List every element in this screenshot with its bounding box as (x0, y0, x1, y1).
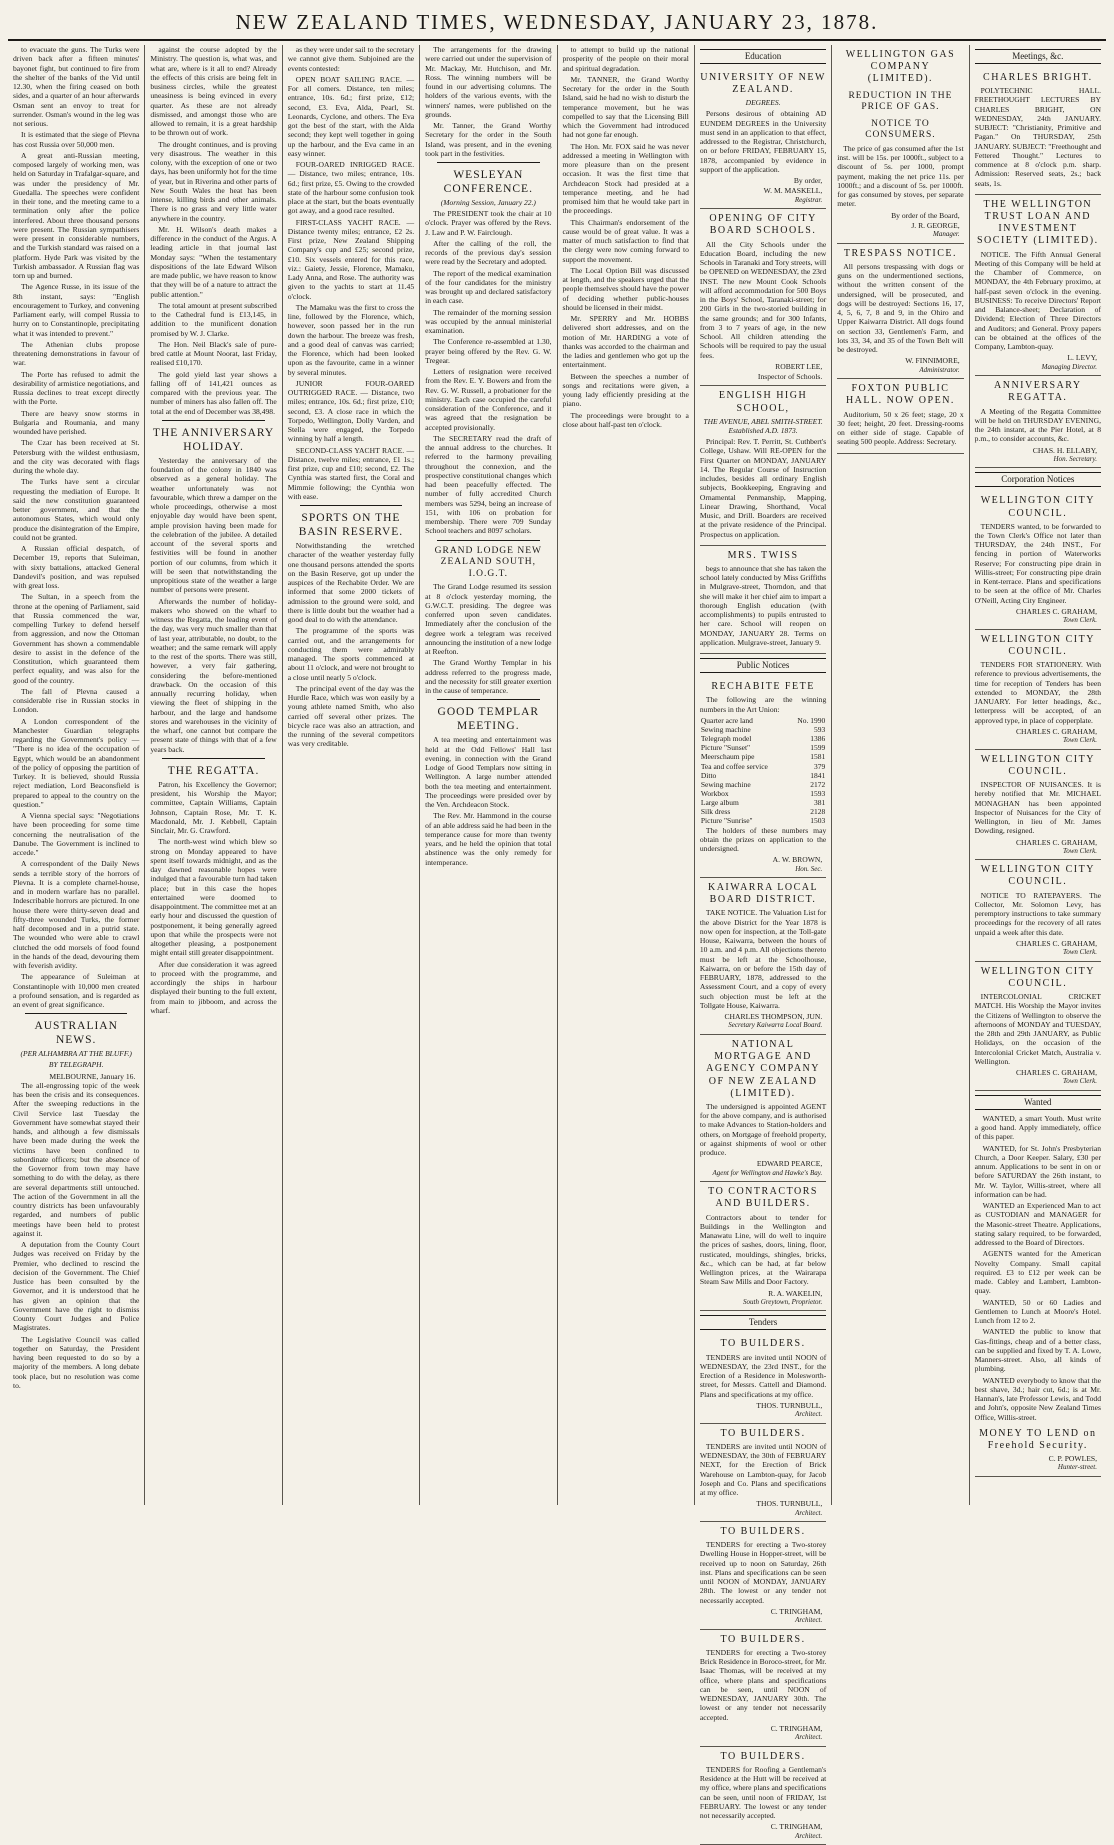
article-paragraph: The Porte has refused to admit the desirability of armistice negotiations, and Russia declines to treat except directly with the Porte. (13, 369, 140, 407)
advertisement (700, 1424, 826, 1522)
ad-signature-name: W. M. MASKELL, (763, 186, 823, 196)
prize-name: Telegraph model (700, 734, 752, 744)
telegraph-kicker: BY TELEGRAPH. (48, 1060, 104, 1070)
anniversary-holiday-article (150, 456, 276, 754)
australian-news-heading: AUSTRALIAN NEWS. (34, 1020, 118, 1047)
columns (8, 45, 1106, 1840)
article-paragraph: to attempt to build up the national prosperity of the people on their moral and spiritual degradation. (562, 45, 689, 73)
sports-heading: SPORTS ON THE BASIN RESERVE. (298, 512, 404, 539)
prize-name: Silk dress (700, 807, 731, 817)
good-templar-article (425, 735, 551, 867)
wanted-ad: WANTED, 50 or 60 Ladies and Gentlemen to Lunch at Moore's Hotel. Lunch from 12 to 2. (974, 1297, 1101, 1326)
prize-name: Ditto (700, 770, 717, 780)
kaiwarra-body: TAKE NOTICE. The Valuation List for the above District for the Year 1878 is now open for inspection, at the Toll-gate House, Kaiwarra, between the hours of 10 a.m. and 4 p.m. All objections thereto must be left at the Schoolhouse, Kaiwarra, on or before the 15th day of FEBRUARY, 1878, addressed to the Assessment Court, and a copy of every such objection must be left at the Tollgate House, Kaiwarra. (699, 908, 827, 1010)
council-notice-body: TENDERS FOR STATIONERY. With reference to previous advertisements, the time for reception of Tenders has been extended to MONDAY, the 28th JANUARY. For letter headings, &c., letterpress will be accepted, of an approved type, in place of copperplate. (974, 660, 1101, 725)
column-7 (832, 45, 969, 1505)
wanted-ad: WANTED the public to know that Gas-fittings, cheap and of a better class, can be supplied and fixed by T. A. Lowe, Manners-street. Also, all kinds of plumbing. (974, 1327, 1101, 1374)
prize-row (700, 807, 826, 816)
tender-signature-title: Architect. (795, 1733, 823, 1742)
trust-society-signature: L. LEVY, (1067, 353, 1097, 363)
article-paragraph: The SECRETARY read the draft of the annual address to the churches. It referred to the harmony prevailing throughout the connexion, and the prospective constitutional changes which had been peacefully effected. The number of fully accredited Church members was 5294, being an increase of 151, with 106 on probation for membership. There were 709 Sunday School teachers and 8097 scholars. (425, 433, 552, 536)
trespass-title: TRESPASS NOTICE. (843, 247, 957, 259)
article-paragraph: The principal event of the day was the Hurdle Race, which was won easily by a young athlete named Smith, who also carried off several other prizes. The bicycle race was also an attraction, and the running of the several competitors was very creditable. (287, 683, 415, 749)
council-notice-signature: CHARLES C. GRAHAM, (1015, 726, 1097, 736)
article-paragraph: The report of the medical examination of the four candidates for the ministry was brought up and declared satisfactory in each case. (425, 268, 552, 306)
contractors-title: TO CONTRACTORS AND BUILDERS. (708, 1186, 818, 1210)
article-paragraph: Letters of resignation were received from the Rev. E. Y. Bowers and from the Rev. G. W. Russell, a probationer for the ministry. Each case occupied the careful consideration of the Conference, and it was agreed that the resignation be accepted provisionally. (425, 367, 552, 432)
tender-title: TO BUILDERS. (720, 1427, 806, 1439)
prize-number: 381 (814, 798, 826, 808)
article-paragraph: Yesterday the anniversary of the foundation of the colony in 1840 was observed as a general holiday. The weather unfortunately was not favourable, which threw a damper on the whole proceedings, otherwise a most enjoyable day would have been spent, ample provision having been made for the celebration of the jubilee. A detailed account of the several sports and festivities will be found in another portion of our columns, from which it will be seen that notwithstanding the unpropitious state of the weather a large number of persons were present. (150, 455, 277, 595)
article-paragraph: OPEN BOAT SAILING RACE. — For all comers. Distance, ten miles; entrance, 10s. 6d.; first prize, £12; second, £3. Eva, Alda, Pearl, St. Leonards, Cyclone, and others. The Eva got the best of the start, with the Alda second; they kept well together in going up the harbour, and the Eva came in an easy winner. (287, 74, 415, 158)
article-paragraph: Patron, his Excellency the Governor; president, his Worship the Mayor; committee, Captain Williams, Captain Johnson, Captain Rose, Mr. T. K. Macdonald, Mr. J. Kebbell, Captain Sinclair, Mr. G. Crawford. (150, 779, 277, 836)
prize-name: Sewing machine (700, 725, 751, 735)
article-paragraph: Mr. SPERRY and Mr. HOBBS delivered short addresses, and on the motion of Mr. HARDING a vote of thanks was accorded to the chairman and the ladies and gentlemen who got up the entertainment. (562, 314, 689, 370)
advertisement (975, 630, 1101, 750)
advertisement (700, 209, 826, 386)
trespass-signature-title: Administrator. (919, 365, 960, 374)
article-paragraph: Notwithstanding the wretched character of the weather yesterday fully one thousand persons attended the sports on the Basin Reserve, got up under the auspices of the Rechabite Order. We are informed that some 2000 tickets of admission to the ground were sold, and there is little doubt but the weather had a good deal to do with the attendance. (287, 541, 415, 625)
tender-title: TO BUILDERS. (720, 1633, 806, 1645)
trust-society-body: NOTICE. The Fifth Annual General Meeting of this Company will be held at the Chamber of Commerce, on MONDAY, the 4th February proximo, at half-past seven o'clock in the evening. BUSINESS: To receive Directors' Report and Balance-sheet; Declaration of Dividend; Election of Three Directors and Auditors; and General. Proxy papers can be obtained at the offices of the Company, Lambton-quay. (974, 249, 1101, 352)
article-paragraph: A great anti-Russian meeting, composed largely of working men, was held on Saturday in Trafalgar-square, and was under the presidency of Mr. Guedalla. The speeches were confident in their tone, and the meeting came to a termination only after the police interfered. About three thousand persons were present. The Russian sympathisers were present in considerable numbers, and the Turkish standard was raised on a platform. Hyde Park was visited by the Turkish ambassador. A Russian flag was torn up and burned. (13, 150, 140, 280)
wanted-ads (975, 1114, 1101, 1422)
trust-society-signature-title: Managing Director. (1041, 362, 1097, 371)
gas-company-ad (837, 45, 963, 244)
prize-number: 379 (814, 761, 826, 771)
anniversary-regatta-title: ANNIVERSARY REGATTA. (994, 380, 1082, 404)
tender-signature-title: Architect. (795, 1410, 823, 1419)
council-notice-signature-title: Town Clerk. (1063, 736, 1097, 745)
dateline: MELBOURNE, January 16. (49, 1071, 136, 1081)
prize-row (700, 752, 826, 761)
article-paragraph: The Hon. Mr. FOX said he was never addressed a meeting in Wellington with more pleasure than on the present occasion. It was the first time that Archdeacon Stock had presided at a temperance meeting, and he had promised him that he would take part in the proceedings. (562, 141, 689, 216)
council-notice-title: WELLINGTON CITY COUNCIL. (980, 965, 1095, 989)
newspaper-page (8, 8, 1106, 1840)
prize-number: 593 (814, 725, 826, 735)
prize-row (700, 762, 826, 771)
article-paragraph: The Legislative Council was called together on Saturday, the President having been requested to do so by a majority of the members. A long debate took place, but no resolution was come to. (13, 1334, 140, 1390)
mortgage-agency-signature-title: Agent for Wellington and Hawke's Bay. (712, 1168, 823, 1177)
prize-row (700, 771, 826, 780)
prize-row (700, 789, 826, 798)
council-notice-signature: CHARLES C. GRAHAM, (1015, 938, 1097, 948)
regatta-article (150, 780, 276, 1015)
mortgage-agency-body: The undersigned is appointed AGENT for the above company, and is authorised to make Advances to Station-holders and others, on Mortgage of freehold property, or against shipments of wool or other produce. (699, 1101, 827, 1158)
australian-news-article (13, 1081, 139, 1390)
trust-society-ad (975, 195, 1101, 376)
article-paragraph: The arrangements for the drawing were carried out under the supervision of Mr. Mackay, Mr. Hutchison, and Mr. Ross. The winning numbers will be found in our advertising columns. The holders of the various events, with the winners' names, were published on the grounds. (425, 45, 552, 119)
article-paragraph: The Athenian clubs propose threatening demonstrations in favour of war. (13, 339, 140, 368)
trespass-body: All persons trespassing with dogs or guns on the undermentioned sections, without the written consent of the undersigned, will be prosecuted, and dogs will be destroyed: Sections 16, 17, 4, 5, 6, 7, 8 and 9, in the Ohiro and Upper Kaiwarra District. All dogs found on section 33, Gentlemen's Farm, and lots 33, 34, and 35 of the Town Belt will be destroyed. (837, 261, 964, 355)
education-section-header: Education (700, 49, 826, 64)
prize-row (700, 798, 826, 807)
article-paragraph: The drought continues, and is proving very disastrous. The weather in this colony, with the exception of one or two days, has been uniformly hot for the time of year, but in Riverina and other parts of New South Wales the heat has been intense, killing birds and other animals. There is no grass and very little water anywhere in the country. (150, 139, 277, 223)
prize-name: Picture "Sunrise" (700, 816, 753, 826)
column-2 (145, 45, 282, 1505)
wesleyan-conference-article (425, 209, 551, 536)
article-paragraph: After the calling of the roll, the records of the previous day's session were read by the Secretary and adopted. (425, 238, 552, 267)
rechabite-fete-note: The holders of these numbers may obtain the prizes on application to the undersigned. (699, 825, 827, 854)
column-3 (283, 45, 420, 1505)
tender-signature-title: Architect. (795, 1616, 823, 1625)
anniversary-regatta-signature-title: Hon. Secretary. (1053, 454, 1097, 463)
prize-row (700, 743, 826, 752)
article-paragraph: against the course adopted by the Ministry. The question is, what was, and what are, where is it all to end? Already the effects of this crisis are being felt in business circles, while the greatest uneasiness is being evinced in every quarter. As these are not already dismissed, and amongst those who are allowed to remain, it is a great hardship to be thrown out of work. (150, 45, 277, 138)
tender-signature: THOS. TURNBULL, (756, 1499, 823, 1509)
tenders-list (700, 1334, 826, 1845)
contractors-ad (700, 1182, 826, 1311)
wanted-ad: AGENTS wanted for the American Novelty Company. Small capital required. £3 to £12 per week can be made. Cabley and Lambert, Lambton-quay. (974, 1249, 1101, 1296)
article-paragraph: The Sultan, in a speech from the throne at the opening of Parliament, said that Russia commenced the war, compelling Turkey to defend herself from aggression, and now the Ottoman Government has shown a commendable desire to assist in the defence of the Constitution, which guaranteed them perfect equality, and was also for the good of the country. (13, 592, 140, 685)
kaiwarra-signature-title: Secretary Kaiwarra Local Board. (728, 1021, 823, 1030)
ad-title: UNIVERSITY OF NEW ZEALAND. (700, 71, 826, 96)
article-paragraph: The gold yield last year shows a falling off of 141,421 ounces as compared with the previous year. The number of miners has also fallen off. The total at the end of December was 38,498. (150, 369, 277, 416)
sports-article (288, 541, 414, 749)
prize-row (700, 780, 826, 789)
article-paragraph: The proceedings were brought to a close about half-past ten o'clock. (562, 410, 689, 429)
council-notice-body: INTERCOLONIAL CRICKET MATCH. His Worship the Mayor invites the Citizens of Wellington to observe the afternoons of MONDAY and TUESDAY, the 28th and 29th JANUARY, as Public Holidays, on the occasion of the Intercolonial Cricket Match, Australia v. Wellington. (974, 992, 1101, 1066)
tender-signature: THOS. TURNBULL, (756, 1400, 823, 1410)
trespass-ad (837, 244, 963, 379)
anniversary-holiday-heading: THE ANNIVERSARY HOLIDAY. (152, 426, 275, 453)
grand-lodge-heading: GRAND LODGE NEW ZEALAND SOUTH, I.O.G.T. (434, 545, 542, 579)
prize-name: Quarter acre land (700, 715, 753, 725)
council-notice-signature-title: Town Clerk. (1063, 1077, 1097, 1086)
foxton-hall-body: Auditorium, 50 x 26 feet; stage, 20 x 30 feet; height, 20 feet. Dressing-rooms on either side of stage. Capable of seating 500 people. Address: Secretary. (837, 409, 964, 447)
article-paragraph: as they were under sail to the secretary we cannot give them. Subjoined are the events contested: (287, 45, 415, 73)
article-paragraph: A London correspondent of the Manchester Guardian telegraphs regarding the Government's policy — "There is no idea of the occupation of Egypt, which would be an abandonment of the policy of opposing the partition of Turkey. It is believed, should Russia reject mediation, Lord Beaconsfield is prepared to appeal to the country on the question." (13, 716, 140, 809)
masthead: NEW ZEALAND TIMES, WEDNESDAY, JANUARY 23, 1878. (8, 8, 1106, 41)
ad-body: All the City Schools under the Education Board, including the new Schools in Taranaki and Tory streets, will be OPENED on WEDNESDAY, the 23rd INST. The new Mount Cook Schools will afford accommodation for 500 Boys in the Boys' School, Taranaki-street; for 200 Girls in the two-storied building in the same grounds; and for 300 Infants, from 3 to 7 years of age, in the new School. All children attending the Schools will be required to pay the usual fees. (699, 239, 827, 360)
tender-signature-title: Architect. (795, 1508, 823, 1517)
war-news-article (13, 45, 139, 1009)
ad-body: Principal: Rev. T. Perritt, St. Cuthbert's College, Ushaw. Will RE-OPEN for the First Quarter on MONDAY, JANUARY 14. The Regular Course of Instruction includes, besides all ordinary English subjects, Bookkeeping, Engraving and Ornamental Penmanship, Mapping, Linear Drawing, Shorthand, Vocal Music, and Drill. Boarders are received at the private residence of the Principal. Prospectus on application. (699, 437, 827, 539)
council-notices (975, 491, 1101, 1091)
council-notice-title: WELLINGTON CITY COUNCIL. (980, 753, 1095, 777)
advertisement (700, 68, 826, 209)
money-to-lend-title: MONEY TO LEND on Freehold Security. (979, 1427, 1097, 1451)
article-paragraph: The fall of Plevna caused a considerable rise in Russian stocks in London. (13, 686, 140, 715)
article-paragraph: The north-west wind which blew so strong on Monday appeared to have spent itself towards midnight, and as the day dawned reasonable hopes were indulged that a favourable turn had taken place; but in this case the hopes entertained were doomed to disappointment. The committee met at an early hour and discussed the question of postponement, it being generally agreed upon that while the prospects were not altogether pleasing, a postponement might entail still greater disappointment. (150, 837, 277, 958)
good-templar-heading: GOOD TEMPLAR MEETING. (437, 706, 540, 733)
foxton-hall-ad (837, 379, 963, 453)
article-paragraph: The remainder of the morning session was occupied by the annual ministerial examination. (425, 307, 552, 336)
article-paragraph: JUNIOR FOUR-OARED OUTRIGGED RACE. — Distance, two miles; entrance, 10s. 6d.; first prize, £10; second, £3. A close race in which the Torpedo, Wellington, Dolly Varden, and Stella were engaged, the Torpedo winning by half a length. (287, 378, 415, 444)
council-notice-title: WELLINGTON CITY COUNCIL. (980, 633, 1095, 657)
prize-name: Meerschaum pipe (700, 752, 755, 762)
article-paragraph: The Czar has been received at St. Petersburg with the wildest enthusiasm, and the city was decorated with flags during the whole day. (13, 438, 140, 475)
advertisement (700, 1747, 826, 1845)
advertisement (975, 860, 1101, 961)
ad-signature: By order, (793, 176, 823, 186)
prize-name: Tea and coffee service (700, 761, 768, 771)
ad-title: ENGLISH HIGH SCHOOL, (718, 390, 808, 414)
article-paragraph: After due consideration it was agreed to proceed with the programme, and accordingly the ships in harbour displayed their bunting to the full extent, from main to jibboom, and across the wharf. (150, 959, 277, 1015)
article-paragraph: Mr. TANNER, the Grand Worthy Secretary for the order in the South Island, said he had no wish to disturb the temperance movement, but he was compelled to say that the Licensing Bill which the Government had introduced had not gone far enough. (562, 74, 689, 140)
ad-title: OPENING OF CITY BOARD SCHOOLS. (709, 213, 817, 237)
advertisement (700, 1334, 826, 1423)
council-notice-title: WELLINGTON CITY COUNCIL. (980, 864, 1095, 888)
gas-signature: By order of the Board, (891, 210, 960, 220)
advertisement (975, 750, 1101, 861)
article-paragraph: A tea meeting and entertainment was held at the Odd Fellows' Hall last evening, in connection with the Grand Lodge of Good Templars now sitting in Wellington. A large number attended both the tea meeting and entertainment. The proceedings were presided over by the Ven. Archdeacon Stock. (425, 735, 552, 810)
gas-signature-name: J. R. GEORGE, (911, 220, 960, 230)
wesleyan-conference-heading: WESLEYAN CONFERENCE. (443, 169, 533, 196)
article-paragraph: The Mamaku was the first to cross the line, followed by the Florence, which, however, soon passed her in the run down the harbour. The breeze was fresh, and a good deal of canvas was carried; the Florence, which had been looked upon as the favourite, came in a winner by several minutes. (287, 302, 415, 377)
tender-signature: C. TRINGHAM, (770, 1822, 823, 1832)
tenders-section-header: Tenders (700, 1315, 826, 1330)
article-paragraph: A Vienna special says: "Negotiations have been proceeding for some time concerning the neutralisation of the Danube. The Government is inclined to accede." (13, 811, 140, 857)
rechabite-fete-intro: The following are the winning numbers in the Art Union: (699, 695, 827, 714)
article-paragraph: The Grand Lodge resumed its session at 8 o'clock yesterday morning, the G.W.C.T. presiding. The degree was conferred upon seven candidates. Immediately after the conclusion of the degree work a telegram was received announcing the institution of a new lodge at Reefton. (425, 582, 552, 657)
prize-name: Sewing machine (700, 779, 751, 789)
article-paragraph: This Chairman's endorsement of the cause would be of great value. It was a matter of much satisfaction to find that the clergy were now coming forward to support the movement. (562, 217, 689, 264)
article-paragraph: Between the speeches a number of songs and recitations were given, a young lady efficiently presiding at the piano. (562, 371, 689, 409)
tender-title: TO BUILDERS. (720, 1526, 806, 1538)
article-paragraph: There are heavy snow storms in Bulgaria and Roumania, and many wounded have perished. (13, 408, 140, 436)
article-paragraph: to evacuate the guns. The Turks were driven back after a fifteen minutes' bayonet fight, but continued to fire from the shelter of the banks of the Vid until 12.30, when the firing ceased on both sides, and a quarter of an hour afterwards Osman sent an envoy to treat for surrender. Osman's wound in the leg was not serious. (13, 45, 140, 128)
ad-subtitle: DEGREES. (745, 98, 781, 108)
prize-number: 1841 (810, 770, 826, 780)
tender-signature: C. TRINGHAM, (770, 1606, 823, 1616)
council-notice-signature-title: Town Clerk. (1063, 846, 1097, 855)
prize-number: 1593 (810, 789, 826, 799)
rechabite-fete-ad (700, 677, 826, 878)
prize-table (700, 716, 826, 826)
council-notice-signature: CHARLES C. GRAHAM, (1015, 1068, 1097, 1078)
regatta-heading: THE REGATTA. (167, 764, 260, 777)
anniversary-regatta-ad (975, 376, 1101, 468)
article-paragraph: The Hon. Neil Black's sale of pure-bred cattle at Mount Noorat, last Friday, realised £10,170. (150, 339, 277, 368)
public-notices-section-header: Public Notices (700, 658, 826, 673)
column-1 (8, 45, 145, 1505)
education-ads (700, 68, 826, 654)
column-6 (695, 45, 832, 1840)
mortgage-agency-title: NATIONAL MORTGAGE AND AGENCY COMPANY OF NEW ZEALAND (LIMITED). (706, 1039, 820, 1099)
trespass-signature: W. FINNIMORE, (905, 356, 960, 366)
kaiwarra-ad (700, 878, 826, 1035)
prize-number: No. 1990 (797, 715, 826, 725)
prize-row (700, 716, 826, 725)
anniversary-regatta-signature: CHAS. H. ELLABY, (1032, 445, 1097, 455)
wesleyan-conference-subheading: (Morning Session, January 22.) (440, 198, 536, 208)
money-to-lend-ad (975, 1424, 1101, 1477)
money-to-lend-signature: C. P. POWLES, (1048, 1454, 1097, 1464)
regatta-events-article (288, 45, 414, 501)
drawing-article (425, 45, 551, 158)
charles-bright-title: CHARLES BRIGHT. (983, 71, 1093, 83)
prize-row (700, 725, 826, 734)
advertisement (700, 1522, 826, 1630)
article-paragraph: The Local Option Bill was discussed at length, and the speakers urged that the people themselves should have the power of deciding whether public-houses should be licensed in their midst. (562, 265, 689, 312)
ad-body: Persons desirous of obtaining AD EUNDEM DEGREES in the University must send in an application to that effect, addressed to the Registrar, Christchurch, on or before FRIDAY, FEBRUARY 15, 1878, accompanied by evidence in support of the application. (699, 109, 827, 174)
council-notice-body: TENDERS wanted, to be forwarded to the Town Clerk's Office not later than THURSDAY, the 24th INST., For fencing in portion of Waterworks Reserve; For constructing pipe drain in Willis-street; For constructing pipe drain in Kent-terrace. Plans and specifications to be seen at the office of Mr. Charles O'Neill, Acting City Engineer. (974, 521, 1101, 605)
wanted-ad: WANTED an Experienced Man to act as CUSTODIAN and MANAGER for the Masonic-street Theatre. Applications, stating salary required, to be forwarded, addressed to the Board of Directors. (974, 1201, 1101, 1248)
ad-body: begs to announce that she has taken the school lately conducted by Miss Griffiths in Mulgrave-street, Thorndon, and that she will make it her chief aim to impart a thorough English education (with accomplishments) to pupils entrusted to her care. School will reopen on MONDAY, JANUARY 28. Terms on application. Mulgrave-street, January 9. (699, 563, 827, 647)
corporation-notices-section-header: Corporation Notices (975, 472, 1101, 487)
kaiwarra-signature: CHARLES THOMPSON, JUN. (724, 1012, 823, 1022)
tender-signature: C. TRINGHAM, (770, 1723, 823, 1733)
column-8 (970, 45, 1106, 1505)
advertisement (975, 491, 1101, 629)
tender-body: TENDERS for erecting a Two-storey Dwelling House in Hopper-street, will be received up to noon on Saturday, 26th inst. Plans and specifications can be seen until NOON of MONDAY, JANUARY 28th. The lowest or any tender not necessarily accepted. (699, 1540, 827, 1605)
kaiwarra-title: KAIWARRA LOCAL BOARD DISTRICT. (707, 882, 819, 906)
council-notice-signature-title: Town Clerk. (1063, 616, 1097, 625)
article-paragraph: The Turks have sent a circular requesting the mediation of Europe. It said the new constitution guaranteed better government, and that the autonomous States, which would only produce the disintegration of the Empire, could not be granted. (13, 477, 140, 542)
wanted-ad: WANTED everybody to know that the best shave, 3d.; hair cut, 6d.; is at Mr. Hannan's, late Professor Lewis, and Todd and John's, opposite New Zealand Times Office, Willis-street. (974, 1375, 1101, 1422)
foxton-hall-title: FOXTON PUBLIC HALL. NOW OPEN. (845, 383, 955, 407)
prize-number: 1581 (810, 752, 826, 762)
fete-signature: A. W. BROWN, (772, 855, 823, 865)
ad-signature: ROBERT LEE, (775, 361, 823, 371)
prize-row (700, 816, 826, 825)
tender-body: TENDERS are invited until NOON of WEDNESDAY, the 23rd INST., for the Erection of a Residence in Molesworth-street, for Messrs. Cattell and Diamond. Plans and specifications at my office. (699, 1352, 827, 1399)
charles-bright-ad (975, 68, 1101, 195)
prize-name: Large album (700, 798, 739, 808)
council-notice-signature: CHARLES C. GRAHAM, (1015, 606, 1097, 616)
grand-lodge-article (425, 582, 551, 695)
money-to-lend-signature-title: Hunter-street. (1057, 1463, 1097, 1472)
prize-name: Picture "Sunset" (700, 743, 751, 753)
prize-number: 1386 (810, 734, 826, 744)
article-paragraph: A Russian official despatch, of December 19, reports that Suleiman, with sixty battalions, attacked General Dandevil's position, and was repulsed with great loss. (13, 544, 140, 590)
ad-subtitle: THE AVENUE, ABEL SMITH-STREET. Established A.D. 1873. (703, 416, 823, 435)
article-paragraph: The PRESIDENT took the chair at 10 o'clock. Prayer was offered by the Revs. J. Law and P. W. Fairclough. (425, 209, 552, 237)
tender-body: TENDERS are invited until NOON of WEDNESDAY, the 30th of FEBRUARY NEXT, for the Erection of Brick Warehouse on Lambton-quay, for Jacob Joseph and Co. Plans and specifications at my office. (699, 1441, 827, 1498)
fete-signature-title: Hon. Sec. (795, 864, 823, 873)
article-paragraph: The Conference re-assembled at 1.30, prayer being offered by the Rev. G. W. Tregear. (425, 337, 552, 365)
column-5 (558, 45, 695, 1505)
article-paragraph: FIRST-CLASS YACHT RACE. — Distance twenty miles; entrance, £2 2s. First prize, New Zealand Shipping Company's cup and £25; second prize, £10. Six vessels entered for this race, viz.: Gaiety, Jessie, Florence, Mamaku, Lady Anna, and Rose. The authority was given to the yachts to start at 11.45 o'clock. (287, 217, 415, 301)
charles-bright-body: POLYTECHNIC HALL. FREETHOUGHT LECTURES BY CHARLES BRIGHT, ON WEDNESDAY, 24th JANUARY. SUBJECT: "Christianity, Primitive and Pagan." On THURSDAY, 25th JANUARY. SUBJECT: "Freethought and Fettered Thought." Lectures to commence at 8 o'clock p.m. sharp. Admission: Reserved seats, 2s.; back seats, 1s. (974, 86, 1101, 188)
council-notice-body: NOTICE TO RATEPAYERS. The Collector, Mr. Solomon Levy, has peremptory instructions to take summary proceedings for the recovery of all rates unpaid a week after this date. (974, 890, 1101, 937)
wanted-ad: WANTED, for St. John's Presbyterian Church, a Door Keeper. Salary, £30 per annum. Applications to be sent in on or before SATURDAY the 26th instant, to Mr. W. Taylor, Willis-street, where all information can be had. (974, 1143, 1101, 1199)
advertisement (700, 546, 826, 654)
tender-signature-title: Architect. (795, 1831, 823, 1840)
meetings-section-header: Meetings, &c. (975, 49, 1101, 64)
gas-company-body: The price of gas consumed after the 1st inst. will be 15s. per 1000ft., subject to a discount of 5s. per 1000, prompt payment, making the net price 11s. per 1000ft.; and a discount of 5s. per 1000ft. for gas consumed by stoves, per separate meter. (837, 143, 964, 209)
council-notice-title: WELLINGTON CITY COUNCIL. (980, 495, 1095, 519)
advertisement (700, 386, 826, 545)
council-notice-signature: CHARLES C. GRAHAM, (1015, 837, 1097, 847)
advertisement (700, 1630, 826, 1747)
prize-number: 2128 (810, 807, 826, 817)
ad-signature-name: Inspector of Schools. (757, 372, 823, 382)
article-paragraph: Mr. H. Wilson's death makes a difference in the conduct of the Argus. A leading article in that journal last Monday says: "When the testamentary dispositions of the late Edward Wilson are made public, we have reason to know that they will be of a nature to attract the public attention." (150, 224, 277, 299)
prize-number: 1599 (810, 743, 826, 753)
wanted-ad: WANTED, a smart Youth. Must write a good hand. Apply immediately, office of this paper. (974, 1113, 1101, 1142)
tender-title: TO BUILDERS. (720, 1750, 806, 1762)
article-paragraph: The appearance of Suleiman at Constantinople with 10,000 men created a profound sensation, and is regarded as an event of great significance. (13, 972, 140, 1009)
wanted-section-header: Wanted (975, 1095, 1101, 1110)
article-paragraph: It is estimated that the siege of Plevna has cost Russia over 50,000 men. (13, 130, 140, 149)
prize-name: Workbox (700, 789, 729, 799)
council-notice-body: INSPECTOR OF NUISANCES. It is hereby notified that Mr. MICHAEL MONAGHAN has been appointed Inspector of Nuisances for the City of Wellington, in lieu of Mr. James Dowding, resigned. (974, 780, 1101, 836)
prize-row (700, 734, 826, 743)
tender-title: TO BUILDERS. (720, 1338, 806, 1350)
melbourne-article (150, 45, 276, 416)
article-paragraph: A deputation from the County Court Judges was received on Friday by the Premier, who declined to rescind the decision of the Government. The Chief Justice has been consulted by the Governor, and it is understood that he has given an opinion that the Government have the right to dismiss County Court Judges and Police Magistrates. (13, 1240, 140, 1333)
contractors-signature: R. A. WAKELIN, (768, 1288, 823, 1298)
article-paragraph: The total amount at present subscribed to the Cathedral fund is £13,145, in addition to the munificent donation promised by W. J. Clarke. (150, 300, 277, 338)
article-paragraph: FOUR-OARED INRIGGED RACE. — Distance, two miles; entrance, 10s. 6d.; first prize, £5. Owing to the crowded state of the harbour some confusion took place at the start, but the boats eventually got away, and a good race resulted. (287, 160, 415, 216)
gas-signature-title: Manager. (932, 230, 960, 239)
article-paragraph: The all-engrossing topic of the week has been the crisis and its consequences. After the sweeping reductions in the Civil Service last Tuesday the Government have somewhat stayed their hands, and although a few dismissals have been made during the week the victims have been confined to subordinate officers; but the absence of the Governor from town may have something to do with the delay, as there are several departments still untouched. The action of the Government in all the country districts has been unfavourably regarded, and numbers of public meetings have been held to protest against it. (13, 1080, 140, 1238)
council-notice-signature-title: Town Clerk. (1063, 948, 1097, 957)
gas-company-title: WELLINGTON GAS COMPANY (LIMITED). (845, 49, 956, 85)
gas-notice-heading: NOTICE TO CONSUMERS. (865, 118, 936, 141)
article-paragraph: A correspondent of the Daily News sends a terrible story of the horrors of Plevna. It is a complete charnel-house, and in modern warfare has no parallel. Indescribable horrors are pictured. In one house there were thirty-seven dead and fifty-three wounded Turks, the former half decomposed and in a putrid state. The wounded who were able to crawl clutched the odd morsels of food found in the hands of the dead, devouring them with feverish avidity. (13, 859, 140, 970)
article-paragraph: The programme of the sports was carried out, and the arrangements for conducting them were admirably managed. The sports commenced at about 11 o'clock, and were not brought to a close until nearly 5 o'clock. (287, 626, 415, 682)
ad-signature-title: Registrar. (794, 195, 823, 204)
article-paragraph: The Grand Worthy Templar in his address referred to the progress made, and the necessity for still greater exertion in the cause of temperance. (425, 658, 552, 696)
tender-body: TENDERS for erecting a Two-storey Brick Residence in Boroco-street, for Mr. Isaac Thomas, will be received at my office, where plans and specifications can be seen, until NOON of WEDNESDAY, JANUARY 30th. The lowest or any tender not necessarily accepted. (699, 1647, 827, 1722)
gas-reduction-heading: REDUCTION IN THE PRICE OF GAS. (848, 90, 953, 113)
article-paragraph: Mr. Tanner, the Grand Worthy Secretary for the order in the South Island, was present, and in the evening took part in the festivities. (425, 121, 552, 158)
contractors-body: Contractors about to tender for Buildings in the Wellington and Manawatu Line, will do well to inquire the prices of sashes, doors, lining, floor, rusticated, mouldings, shingles, bricks, &c., which can be had, at far below Wellington prices, at the Wairarapa Steam Saw Mills and Door Factory. (699, 1212, 827, 1287)
prize-number: 2172 (810, 779, 826, 789)
temperance-article (563, 45, 689, 429)
ad-title: MRS. TWISS (727, 549, 799, 561)
article-paragraph: The Rev. Mr. Hammond in the course of an able address said he had been in the temperance cause for more than twenty years, and he held the opinion that total abstinence was the only remedy for intemperance. (425, 811, 552, 867)
prize-number: 1503 (810, 816, 826, 826)
contractors-signature-title: South Greytown, Proprietor. (743, 1297, 823, 1306)
trust-society-title: THE WELLINGTON TRUST LOAN AND INVESTMENT SOCIETY (LIMITED). (977, 198, 1099, 247)
mortgage-agency-signature: EDWARD PEARCE, (756, 1159, 823, 1169)
tender-body: TENDERS for Roofing a Gentleman's Residence at the Hutt will be received at my office, where plans and specifications can be seen, until noon of FRIDAY, 1st FEBRUARY. The lowest or any tender not necessarily accepted. (699, 1764, 827, 1821)
article-paragraph: SECOND-CLASS YACHT RACE. — Distance, twelve miles; entrance, £1 1s.; first prize, cup and £10; second, £2. The Cynthia was started first, the Coral and Mimmie following; the Cynthia won with ease. (287, 445, 415, 501)
mortgage-agency-ad (700, 1035, 826, 1182)
australian-news-subheading: (PER ALHAMBRA AT THE BLUFF.) (20, 1049, 132, 1059)
article-paragraph: Afterwards the number of holiday-makers who showed on the wharf to witness the Regatta, the leading event of the day, was very much smaller than that of last year, attributable, no doubt, to the weather; and the same remark will apply to the rest of the sports. There was still, however, a very fair gathering, considering the before-mentioned drawback. On the occasion of this annually recurring holiday, when viewing the fleet of shipping in the harbour, and the large and handsome stores and warehouses in the vicinity of the wharf, one cannot but compare the present state of things with that of a few years back. (150, 596, 277, 754)
article-paragraph: The Agence Russe, in its issue of the 8th instant, says: "English encouragement to Turkey, and convening Parliament early, will compel Russia to hurry on to Constantinople, precipitating what it was intended to prevent." (13, 282, 140, 338)
advertisement (975, 962, 1101, 1091)
anniversary-regatta-body: A Meeting of the Regatta Committee will be held on THURSDAY EVENING, the 24th instant, at the Pier Hotel, at 8 p.m., to consider accounts, &c. (974, 406, 1101, 444)
column-4 (420, 45, 557, 1505)
rechabite-fete-title: RECHABITE FETE (711, 681, 815, 693)
